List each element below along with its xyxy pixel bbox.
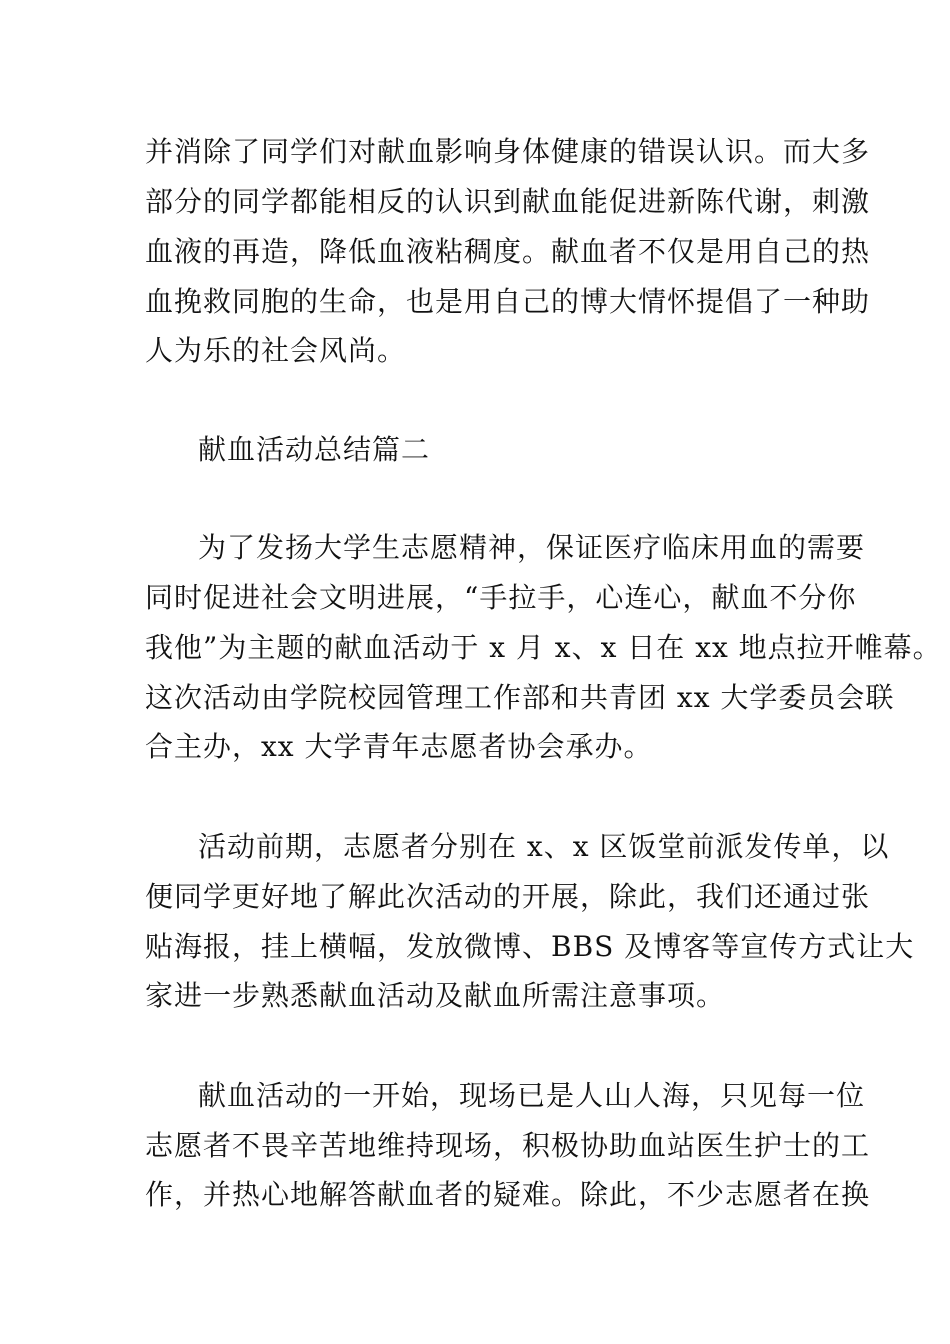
paragraph-3-line-2: 便同学更好地了解此次活动的开展，除此，我们还通过张 bbox=[145, 880, 871, 913]
paragraph-1-line-5: 人为乐的社会风尚。 bbox=[145, 334, 407, 367]
paragraph-1-line-1: 并消除了同学们对献血影响身体健康的错误认识。而大多 bbox=[145, 135, 871, 168]
paragraph-4-line-3: 作，并热心地解答献血者的疑难。除此，不少志愿者在换 bbox=[145, 1178, 871, 1211]
paragraph-1-line-2: 部分的同学都能相反的认识到献血能促进新陈代谢，刺激 bbox=[145, 185, 871, 218]
paragraph-2-line-4: 这次活动由学院校园管理工作部和共青团 xx 大学委员会联 bbox=[145, 681, 895, 714]
paragraph-2-line-5: 合主办，xx 大学青年志愿者协会承办。 bbox=[145, 730, 653, 763]
paragraph-3-line-4: 家进一步熟悉献血活动及献血所需注意事项。 bbox=[145, 979, 726, 1012]
paragraph-2-line-1: 为了发扬大学生志愿精神，保证医疗临床用血的需要 bbox=[198, 531, 866, 564]
paragraph-3-line-3: 贴海报，挂上横幅，发放微博、BBS 及博客等宣传方式让大 bbox=[145, 930, 915, 963]
paragraph-4-line-2: 志愿者不畏辛苦地维持现场，积极协助血站医生护士的工 bbox=[145, 1129, 871, 1162]
paragraph-4-line-1: 献血活动的一开始，现场已是人山人海，只见每一位 bbox=[198, 1079, 866, 1112]
section-heading: 献血活动总结篇二 bbox=[198, 433, 431, 466]
paragraph-3-line-1: 活动前期，志愿者分别在 x、x 区饭堂前派发传单，以 bbox=[198, 830, 890, 863]
paragraph-1-line-4: 血挽救同胞的生命，也是用自己的博大情怀提倡了一种助 bbox=[145, 285, 871, 318]
paragraph-2-line-2: 同时促进社会文明进展，“手拉手，心连心，献血不分你 bbox=[145, 581, 857, 614]
paragraph-2-line-3: 我他”为主题的献血活动于 x 月 x、x 日在 xx 地点拉开帷幕。 bbox=[145, 631, 942, 664]
paragraph-1-line-3: 血液的再造，降低血液粘稠度。献血者不仅是用自己的热 bbox=[145, 235, 871, 268]
